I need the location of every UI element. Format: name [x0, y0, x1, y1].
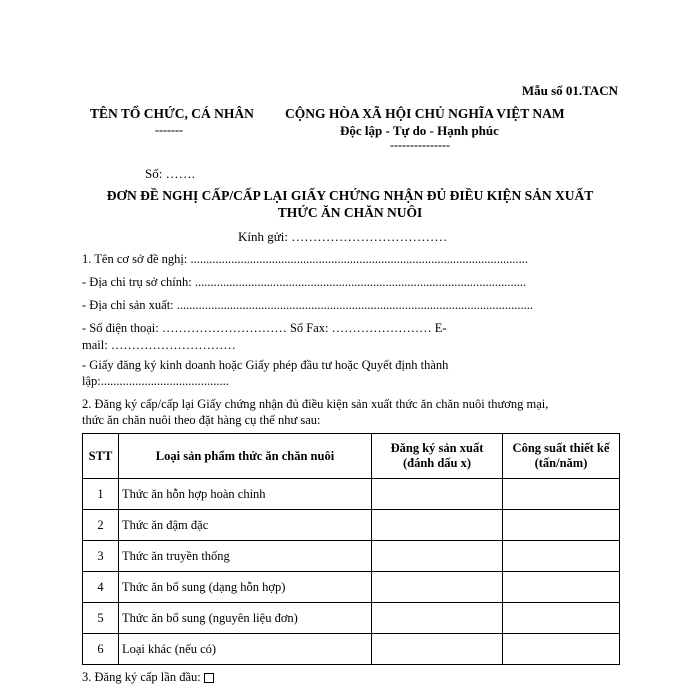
- row-stt: 4: [83, 572, 119, 603]
- row-register-cell[interactable]: [372, 510, 503, 541]
- greeting: Kính gửi: ………………………………: [238, 229, 448, 244]
- row-register-cell[interactable]: [372, 541, 503, 572]
- row-product: Loại khác (nếu có): [119, 634, 372, 665]
- row-stt: 3: [83, 541, 119, 572]
- country-heading: CỘNG HÒA XÃ HỘI CHỦ NGHĨA VIỆT NAM: [285, 106, 565, 121]
- production-address-field: - Địa chỉ sản xuất: ..................................................................................................................: [82, 298, 534, 312]
- email-field: mail: …………………………: [82, 338, 236, 352]
- header-product-type: Loại sản phẩm thức ăn chăn nuôi: [119, 434, 372, 479]
- row-register-cell[interactable]: [372, 479, 503, 510]
- row-product: Thức ăn hỗn hợp hoàn chỉnh: [119, 479, 372, 510]
- header-register: [372, 434, 503, 479]
- product-table: [82, 433, 620, 665]
- row-stt: 6: [83, 634, 119, 665]
- row-register-cell[interactable]: [372, 603, 503, 634]
- section-3: [82, 670, 214, 685]
- row-register-cell[interactable]: [372, 572, 503, 603]
- row-product: Thức ăn đậm đặc: [119, 510, 372, 541]
- row-register-cell[interactable]: [372, 634, 503, 665]
- table-row: [83, 479, 620, 510]
- row-product: Thức ăn truyền thống: [119, 541, 372, 572]
- row-stt: 5: [83, 603, 119, 634]
- license-field-line-1: - Giấy đăng ký kinh doanh hoặc Giấy phép đầu tư hoặc Quyết định thành: [82, 358, 449, 372]
- row-capacity-cell[interactable]: [503, 479, 620, 510]
- facility-name-field: 1. Tên cơ sở đề nghị: ............................................................................................................: [82, 252, 528, 266]
- table-row: [83, 634, 620, 665]
- section-3-label: 3. Đăng ký cấp lần đầu:: [82, 670, 201, 684]
- row-stt: 1: [83, 479, 119, 510]
- national-motto: Độc lập - Tự do - Hạnh phúc: [340, 123, 499, 138]
- row-stt: 2: [83, 510, 119, 541]
- table-row: [83, 541, 620, 572]
- document-title-line-1: ĐƠN ĐỀ NGHỊ CẤP/CẤP LẠI GIẤY CHỨNG NHẬN ĐỦ ĐIỀU KIỆN SẢN XUẤT: [106, 188, 594, 203]
- row-capacity-cell[interactable]: [503, 572, 620, 603]
- motto-divider: ---------------: [390, 138, 450, 152]
- document-number: Số: …….: [145, 166, 195, 181]
- row-product: Thức ăn bổ sung (dạng hỗn hợp): [119, 572, 372, 603]
- header-register-line-1: Đăng ký sản xuất: [390, 441, 484, 455]
- document-title-line-2: THỨC ĂN CHĂN NUÔI: [277, 205, 423, 220]
- organization-name: TÊN TỔ CHỨC, CÁ NHÂN: [90, 106, 254, 121]
- row-product: Thức ăn bổ sung (nguyên liệu đơn): [119, 603, 372, 634]
- row-capacity-cell[interactable]: [503, 541, 620, 572]
- license-field-line-2: lập:.........................................: [82, 374, 229, 388]
- header-capacity-line-1: Công suất thiết kế: [512, 441, 610, 455]
- header-capacity-line-2: (tấn/năm): [534, 456, 588, 470]
- form-code: Mẫu số 01.TACN: [521, 83, 618, 98]
- section-2-line-1: 2. Đăng ký cấp/cấp lại Giấy chứng nhận đủ điều kiện sản xuất thức ăn chăn nuôi thương mại,: [82, 397, 549, 411]
- header-capacity: [503, 434, 620, 479]
- table-row: [83, 572, 620, 603]
- first-issue-checkbox[interactable]: [204, 673, 214, 683]
- hq-address-field: - Địa chỉ trụ sở chính: ..........................................................................................................: [82, 275, 527, 289]
- row-capacity-cell[interactable]: [503, 510, 620, 541]
- row-capacity-cell[interactable]: [503, 634, 620, 665]
- header-register-line-2: (đánh dấu x): [402, 456, 472, 470]
- organization-divider: -------: [155, 123, 183, 137]
- table-header-row: [83, 434, 620, 479]
- table-row: [83, 603, 620, 634]
- table-row: [83, 510, 620, 541]
- header-stt: STT: [83, 434, 119, 479]
- row-capacity-cell[interactable]: [503, 603, 620, 634]
- section-2-line-2: thức ăn chăn nuôi theo đặt hàng cụ thể như sau:: [82, 413, 321, 427]
- phone-fax-field: - Số điện thoại: ………………………… Số Fax: …………………… E-: [82, 321, 447, 335]
